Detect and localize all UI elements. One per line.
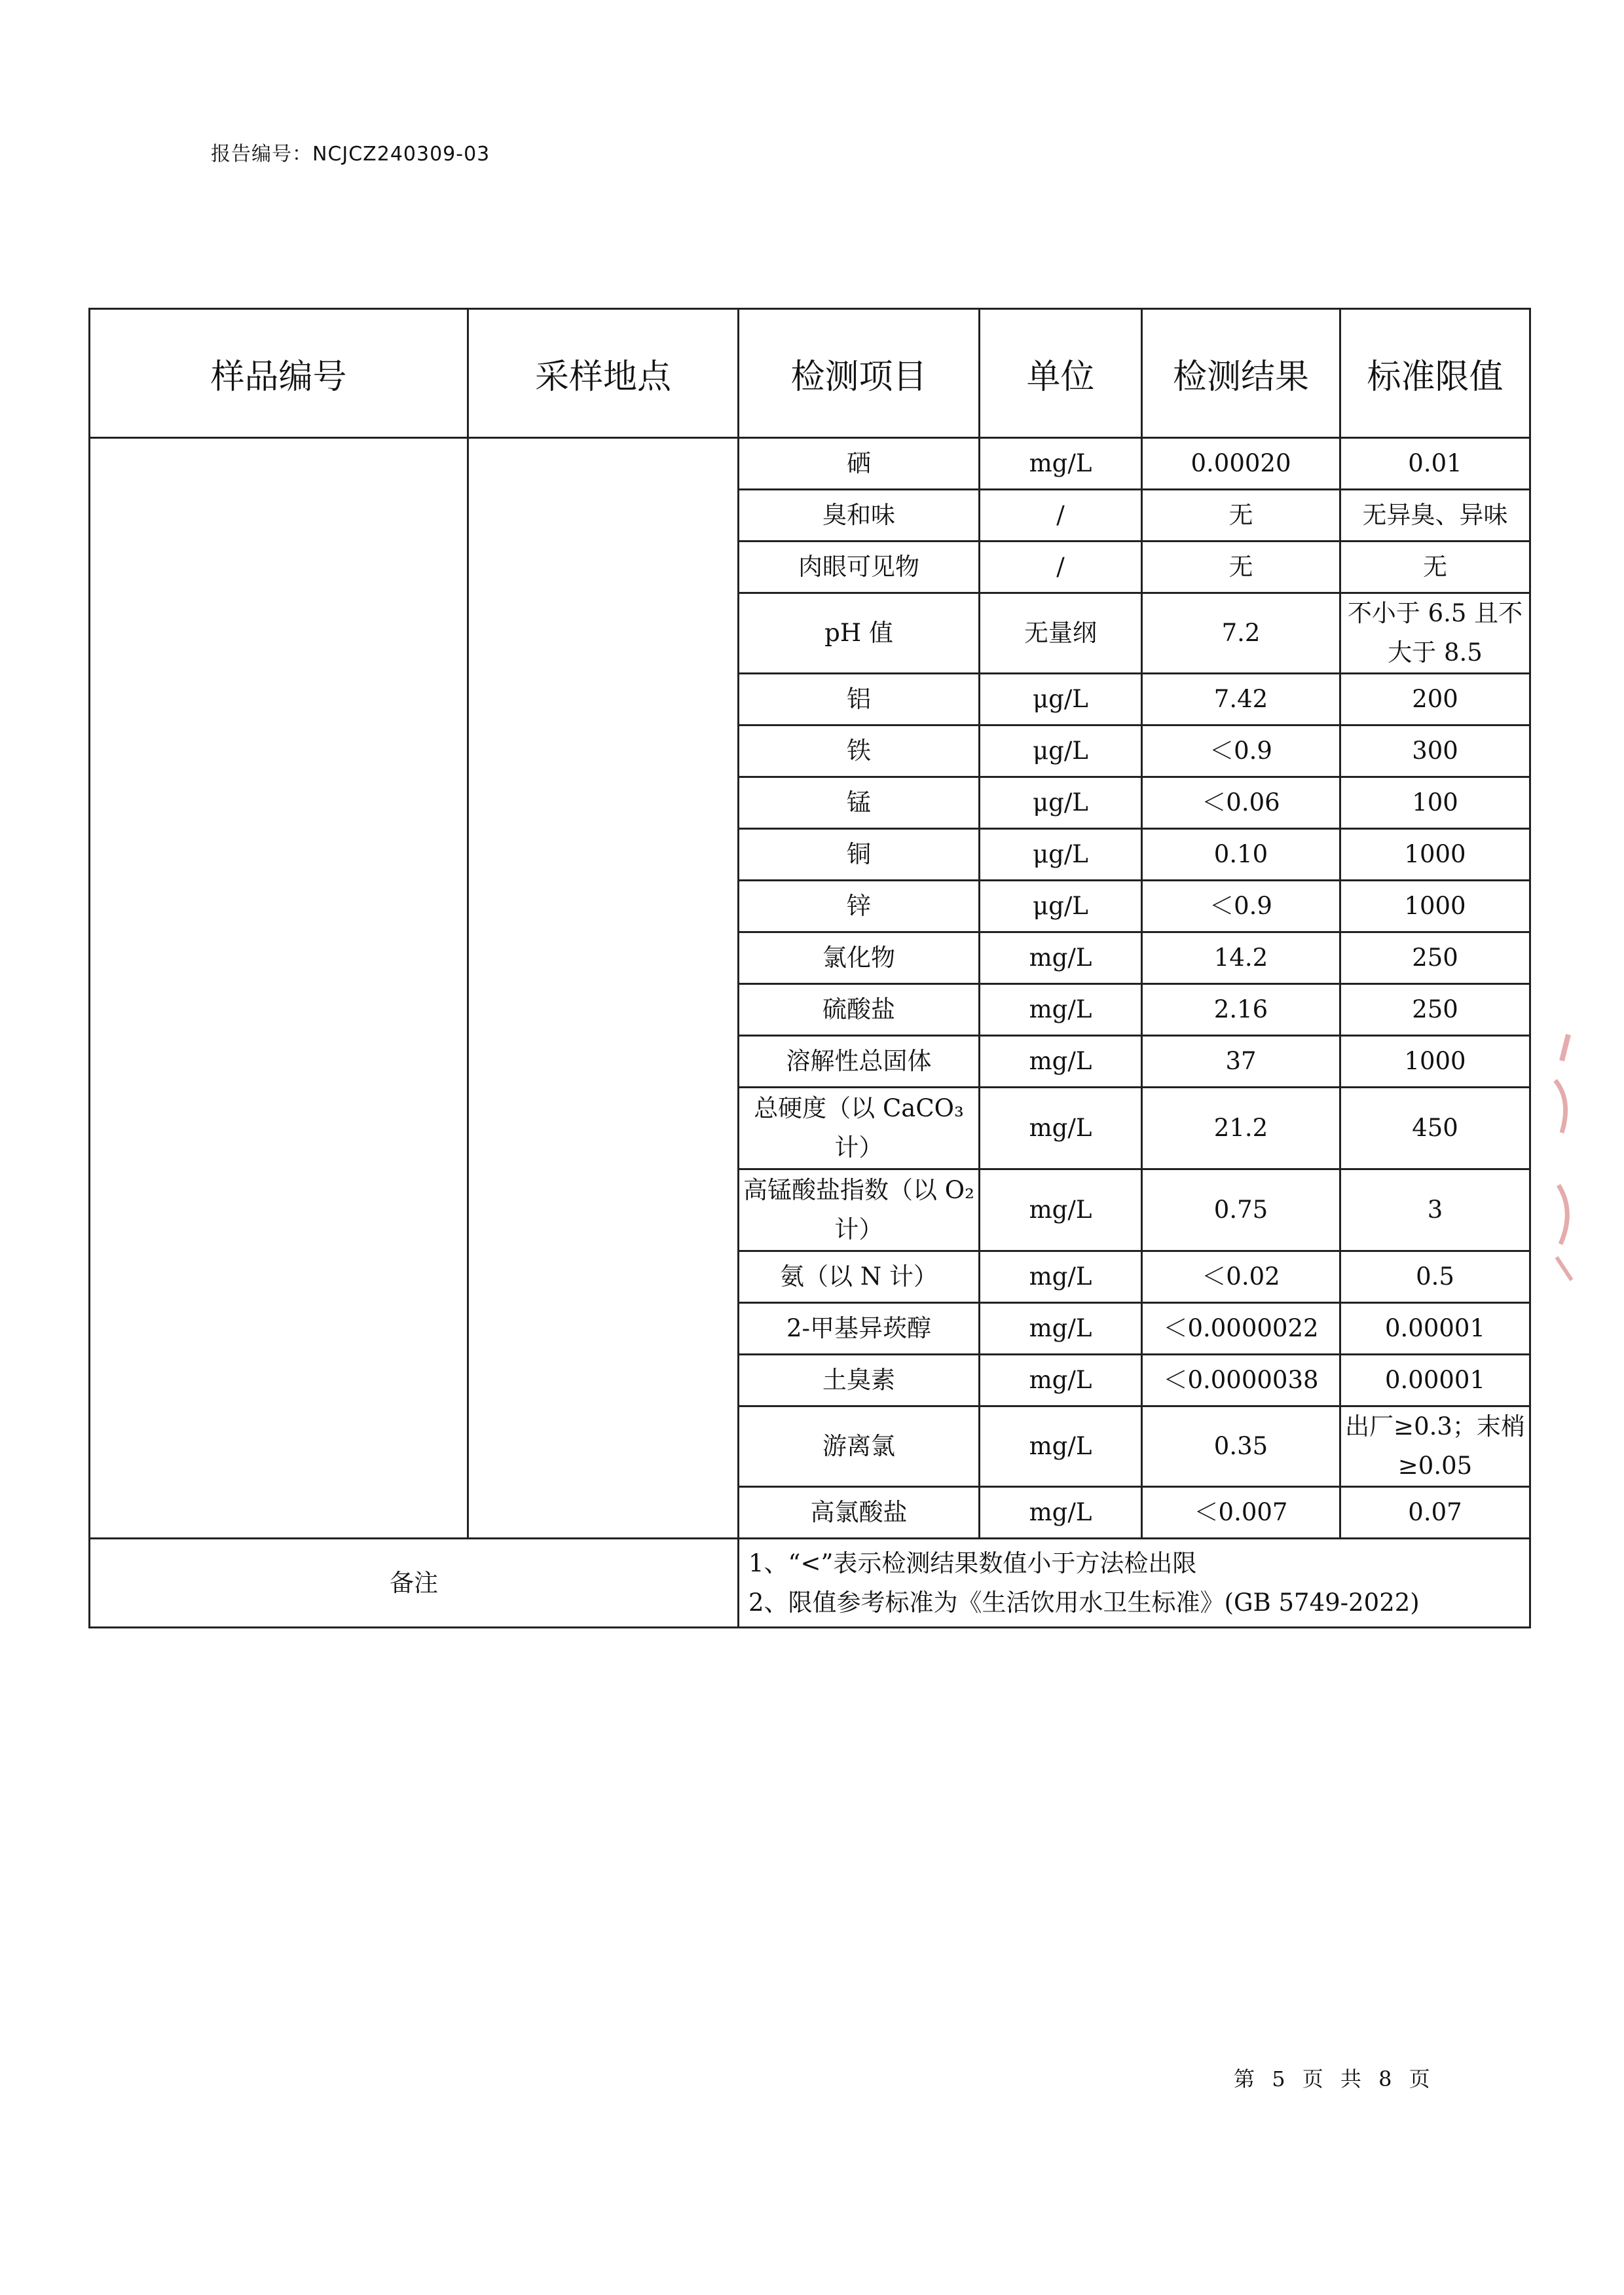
item-cell: 2-甲基异莰醇 [739,1303,980,1355]
table-header-row [90,309,1530,438]
item-cell: 硫酸盐 [739,984,980,1036]
header-item: 检测项目 [739,309,980,438]
limit-cell: 450 [1340,1088,1530,1169]
result-cell: ＜0.02 [1142,1251,1340,1303]
remark-row [90,1539,1530,1628]
header-sample-no: 样品编号 [90,309,468,438]
limit-cell: 1000 [1340,829,1530,881]
unit-cell: mg/L [980,984,1142,1036]
limit-cell: 不小于 6.5 且不大于 8.5 [1340,593,1530,674]
result-cell: 0.00020 [1142,438,1340,490]
footer-ye2: 页 [1409,2066,1433,2091]
item-cell: 高氯酸盐 [739,1487,980,1539]
remark-label: 备注 [90,1539,739,1628]
unit-cell: 无量纲 [980,593,1142,674]
item-cell: 铜 [739,829,980,881]
item-cell: 总硬度（以 CaCO₃ 计） [739,1088,980,1169]
unit-cell: mg/L [980,1169,1142,1251]
unit-cell: mg/L [980,438,1142,490]
item-cell: 臭和味 [739,490,980,542]
limit-cell: 0.5 [1340,1251,1530,1303]
limit-cell: 300 [1340,725,1530,777]
item-cell: 氯化物 [739,932,980,984]
footer-di: 第 [1234,2066,1258,2091]
remark-text [739,1539,1530,1628]
header-location: 采样地点 [468,309,739,438]
footer-gong: 共 [1340,2066,1364,2091]
item-cell: 肉眼可见物 [739,542,980,593]
unit-cell: μg/L [980,777,1142,829]
result-cell: 7.2 [1142,593,1340,674]
item-cell: 铁 [739,725,980,777]
result-cell: ＜0.9 [1142,725,1340,777]
unit-cell: mg/L [980,1251,1142,1303]
limit-cell: 无异臭、异味 [1340,490,1530,542]
result-cell: 无 [1142,490,1340,542]
unit-cell: mg/L [980,932,1142,984]
unit-cell: mg/L [980,1355,1142,1406]
header-limit: 标准限值 [1340,309,1530,438]
limit-cell: 200 [1340,674,1530,725]
table-row [90,438,1530,490]
location-cell [468,438,739,1539]
result-cell: ＜0.0000022 [1142,1303,1340,1355]
unit-cell: mg/L [980,1303,1142,1355]
result-cell: 7.42 [1142,674,1340,725]
item-cell: 锌 [739,881,980,932]
item-cell: 硒 [739,438,980,490]
limit-cell: 1000 [1340,1036,1530,1088]
sample-no-cell [90,438,468,1539]
header-unit: 单位 [980,309,1142,438]
limit-cell: 250 [1340,932,1530,984]
limit-cell: 0.07 [1340,1487,1530,1539]
unit-cell: mg/L [980,1088,1142,1169]
result-cell: ＜0.007 [1142,1487,1340,1539]
result-cell: ＜0.0000038 [1142,1355,1340,1406]
remark-line-1: 1、“<”表示检测结果数值小于方法检出限 [748,1549,1197,1577]
unit-cell: mg/L [980,1487,1142,1539]
total-pages: 8 [1378,2066,1395,2091]
result-cell: 0.75 [1142,1169,1340,1251]
report-number: 报告编号：NCJCZ240309-03 [211,143,490,166]
item-cell: 氨（以 N 计） [739,1251,980,1303]
limit-cell: 出厂≥0.3；末梢≥0.05 [1340,1406,1530,1487]
limit-cell: 0.00001 [1340,1303,1530,1355]
unit-cell: / [980,542,1142,593]
result-cell: 无 [1142,542,1340,593]
limit-cell: 无 [1340,542,1530,593]
result-cell: ＜0.9 [1142,881,1340,932]
limit-cell: 100 [1340,777,1530,829]
item-cell: 土臭素 [739,1355,980,1406]
item-cell: 铝 [739,674,980,725]
unit-cell: mg/L [980,1036,1142,1088]
result-cell: 0.35 [1142,1406,1340,1487]
unit-cell: mg/L [980,1406,1142,1487]
result-cell: 37 [1142,1036,1340,1088]
result-cell: 2.16 [1142,984,1340,1036]
unit-cell: μg/L [980,674,1142,725]
stamp-mark-icon [1542,1021,1588,1283]
limit-cell: 250 [1340,984,1530,1036]
item-cell: 锰 [739,777,980,829]
limit-cell: 0.01 [1340,438,1530,490]
unit-cell: / [980,490,1142,542]
limit-cell: 3 [1340,1169,1530,1251]
result-cell: 14.2 [1142,932,1340,984]
remark-line-2: 2、限值参考标准为《生活饮用水卫生标准》(GB 5749-2022) [748,1588,1420,1617]
unit-cell: μg/L [980,881,1142,932]
unit-cell: μg/L [980,829,1142,881]
item-cell: 游离氯 [739,1406,980,1487]
result-cell: 21.2 [1142,1088,1340,1169]
limit-cell: 0.00001 [1340,1355,1530,1406]
header-result: 检测结果 [1142,309,1340,438]
page-footer [1231,2063,1435,2093]
item-cell: pH 值 [739,593,980,674]
result-cell: 0.10 [1142,829,1340,881]
footer-ye: 页 [1302,2066,1326,2091]
unit-cell: μg/L [980,725,1142,777]
seam-stamp-fragment [1542,1021,1588,1283]
limit-cell: 1000 [1340,881,1530,932]
page-number: 5 [1272,2066,1288,2091]
test-results-table [88,308,1531,1628]
item-cell: 溶解性总固体 [739,1036,980,1088]
item-cell: 高锰酸盐指数（以 O₂计） [739,1169,980,1251]
result-cell: ＜0.06 [1142,777,1340,829]
